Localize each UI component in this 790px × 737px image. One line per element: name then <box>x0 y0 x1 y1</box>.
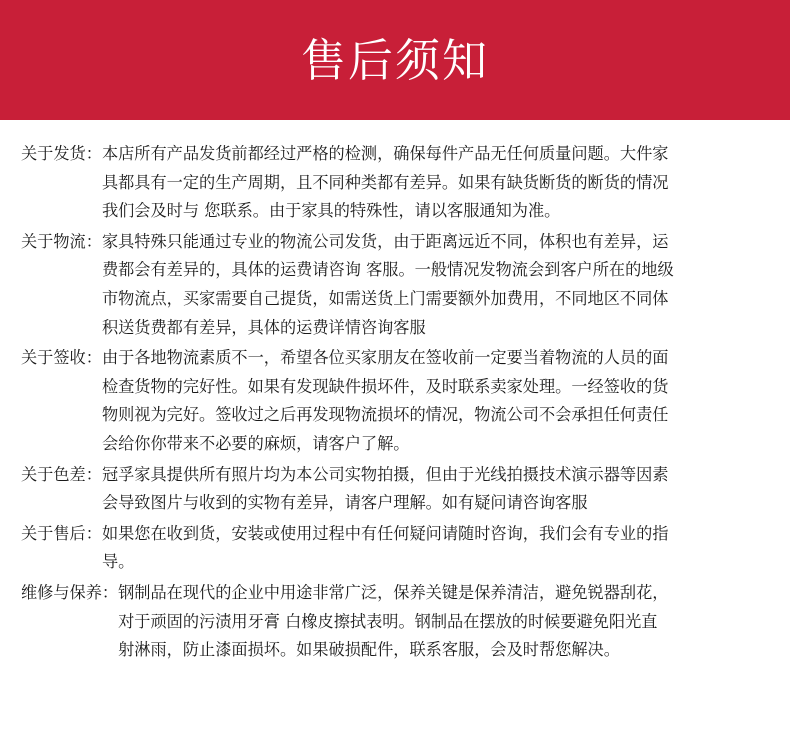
notice-content <box>21 140 781 667</box>
section-label: 关于发货： <box>21 144 102 163</box>
section-logistics <box>21 228 781 342</box>
section-receipt <box>21 344 781 458</box>
text-line: 射淋雨，防止漆面损坏。如果破损配件，联系客服，会及时帮您解决。 <box>118 640 620 660</box>
text-line: 钢制品在现代的企业中用途非常广泛，保养关键是保养清洁，避免锐器刮花， <box>118 582 669 602</box>
section-body <box>102 461 781 518</box>
section-after-sales <box>21 520 781 577</box>
text-line: 我们会及时与 您联系。由于家具的特殊性，请以客服通知为准。 <box>101 201 561 221</box>
text-line: 冠孚家具提供所有照片均为本公司实物拍摄，但由于光线拍摄技术演示器等因素 <box>101 464 669 484</box>
section-label: 关于物流： <box>21 231 102 251</box>
section-body <box>118 579 781 665</box>
section-label: 关于售后： <box>21 523 102 543</box>
title-banner <box>0 0 790 120</box>
text-line: 检查货物的完好性。如果有发现缺件损坏件，及时联系卖家处理。一经签收的货 <box>101 376 669 396</box>
text-line: 物则视为完好。签收过之后再发现物流损坏的情况，物流公司不会承担任何责任 <box>101 405 669 425</box>
text-line: 会给你你带来不必要的麻烦，请客户了解。 <box>101 433 410 453</box>
section-color-difference <box>21 461 781 518</box>
text-line: 具都具有一定的生产周期，且不同种类都有差异。如果有缺货断货的断货的情况 <box>101 172 669 192</box>
section-shipping <box>21 140 781 226</box>
text-line: 如果您在收到货，安装或使用过程中有任何疑问请随时咨询，我们会有专业的指 <box>101 523 669 543</box>
text-line: 会导致图片与收到的实物有差异，请客户理解。如有疑问请咨询客服 <box>101 493 588 513</box>
section-body <box>102 520 781 577</box>
section-body <box>102 228 781 342</box>
page-title: 售后须知 <box>300 33 489 87</box>
section-body <box>102 344 781 458</box>
text-line: 导。 <box>101 552 135 572</box>
text-line: 积送货费都有差异，具体的运费详情咨询客服 <box>101 317 426 337</box>
section-maintenance <box>21 579 781 665</box>
text-line: 费都会有差异的，具体的运费请咨询 客服。一般情况发物流会到客户所在的地级 <box>101 260 674 280</box>
section-label: 维修与保养： <box>21 582 119 602</box>
section-label: 关于色差： <box>21 464 102 484</box>
section-label: 关于签收： <box>21 348 102 368</box>
text-line: 家具特殊只能通过专业的物流公司发货，由于距离远近不同，体积也有差异，运 <box>101 231 669 251</box>
text-line: 由于各地物流素质不一，希望各位买家朋友在签收前一定要当着物流的人员的面 <box>101 348 669 368</box>
text-line: 市物流点，买家需要自己提货，如需送货上门需要额外加费用，不同地区不同体 <box>101 288 669 308</box>
section-body <box>102 140 781 226</box>
text-line: 本店所有产品发货前都经过严格的检测，确保每件产品无任何质量问题。大件家 <box>101 144 669 163</box>
text-line: 对于顽固的污渍用牙膏 白橡皮擦拭表明。钢制品在摆放的时候要避免阳光直 <box>118 611 658 631</box>
